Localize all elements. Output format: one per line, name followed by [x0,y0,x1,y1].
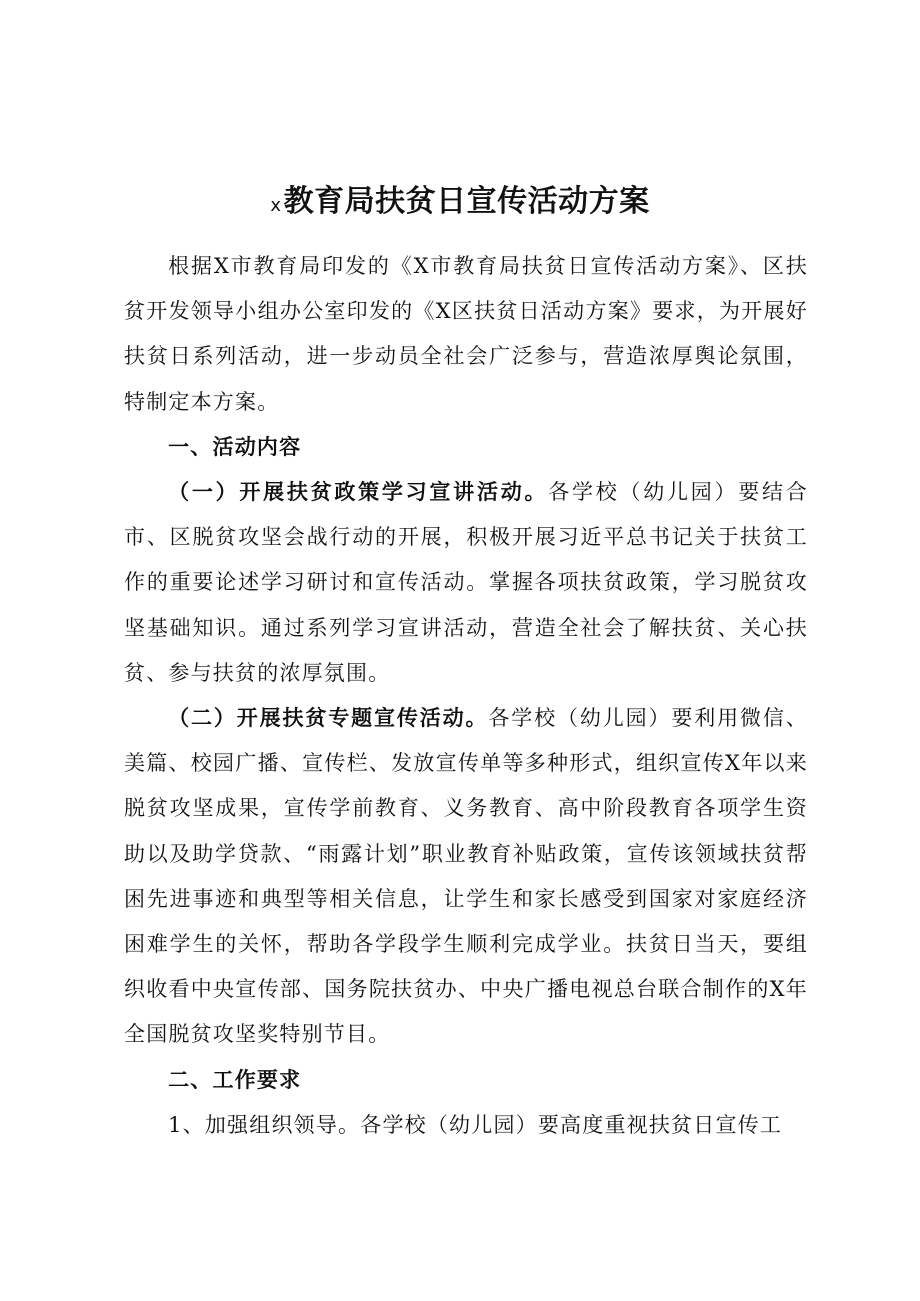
document-body-continued [124,1058,808,1148]
title-text: 教育局扶贫日宣传活动方案 [283,184,650,219]
activity-item-1 [124,470,808,696]
intro-paragraph: 根据X市教育局印发的《X市教育局扶贫日宣传活动方案》、区扶贫开发领导小组办公室印发的《X区扶贫日活动方案》要求，为开展好扶贫日系列活动，进一步动员全社会广泛参与，营造浓厚舆论氛围，特制定本方案。 [124,254,808,414]
section-heading-activities: 一、活动内容 [168,434,302,459]
activity-item-2 [124,696,808,1058]
section-heading-requirements: 二、工作要求 [168,1068,302,1092]
title-prefix: x [270,195,282,216]
activity-item-1-text: 各学校（幼儿园）要结合市、区脱贫攻坚会战行动的开展，积极开展习近平总书记关于扶贫工作的重要论述学习研讨和宣传活动。掌握各项扶贫政策，学习脱贫攻坚基础知识。通过系列学习宣讲活动，营造全社会了解扶贫、关心扶贫、参与扶贫的浓厚氛围。 [124,480,808,685]
activity-item-1-lead: （一）开展扶贫政策学习宣讲活动。 [168,480,549,505]
activity-item-2-text: 各学校（幼儿园）要利用微信、美篇、校园广播、宣传栏、发放宣传单等多种形式，组织宣传X年以来脱贫攻坚成果，宣传学前教育、义务教育、高中阶段教育各项学生资助以及助学贷款、“雨露计划”职业教育补贴政策，宣传该领域扶贫帮困先进事迹和典型等相关信息，让学生和家长感受到国家对家庭经济困难学生的关怀，帮助各学段学生顺利完成学业。扶贫日当天，要组织收看中央宣传部、国务院扶贫办、中央广播电视总台联合制作的X年全国脱贫攻坚奖特别节目。 [124,706,808,1047]
document-body [124,244,808,1058]
activity-item-2-lead: （二）开展扶贫专题宣传活动。 [168,706,489,731]
document-title [0,178,920,230]
requirement-item-1: 1、加强组织领导。各学校（幼儿园）要高度重视扶贫日宣传工 [168,1113,783,1138]
